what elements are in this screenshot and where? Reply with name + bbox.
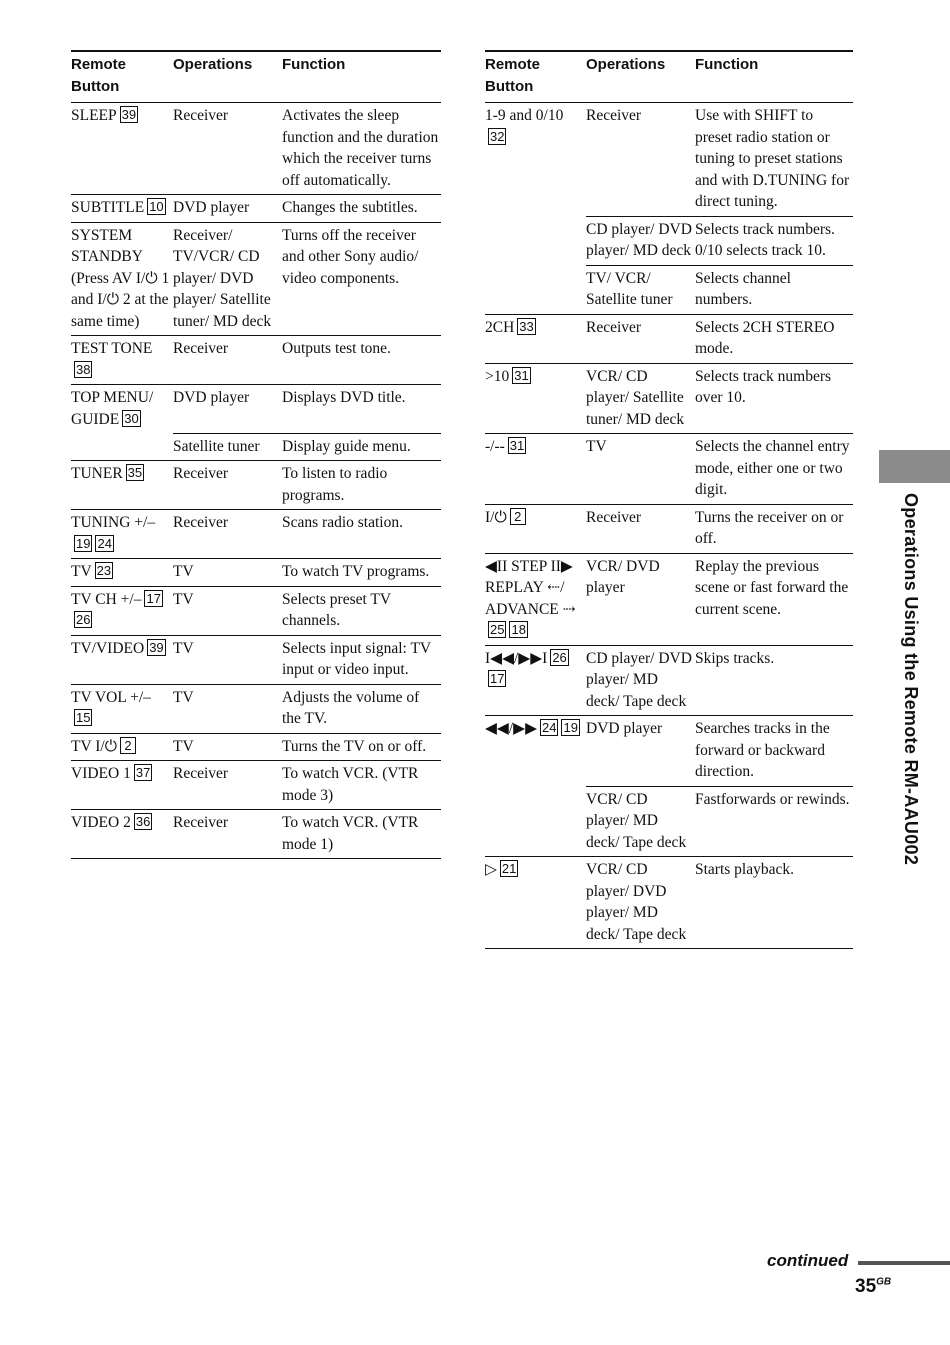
header-function: Function [695,51,853,103]
table-row [485,103,853,217]
remote-button-cell [71,336,173,385]
remote-button-cell [485,786,586,857]
remote-button-cell [71,510,173,559]
header-function: Function [282,51,441,103]
operations-cell: TV [173,586,282,635]
remote-button-cell [71,559,173,587]
table-row [71,103,441,195]
remote-button-label: TUNING +/– [71,514,156,531]
remote-button-cell [71,195,173,223]
function-cell: Skips tracks. [695,645,853,716]
button-reference-number: 18 [511,622,526,637]
right-table [485,50,853,949]
operations-cell: Receiver/ TV/VCR/ CD player/ DVD player/ Satellite tuner/ MD deck [173,222,282,336]
operations-cell: VCR/ DVD player [586,553,695,645]
header-row [71,51,441,103]
operations-cell: Receiver [173,810,282,859]
operations-cell: TV [173,559,282,587]
remote-button-label: -/-- [485,438,505,455]
button-reference-number: 23 [96,563,112,578]
remote-button-label: >10 [485,367,510,385]
operations-cell: CD player/ DVD player/ MD deck/ Tape deck [586,645,695,716]
table-row [71,336,441,385]
operations-cell: Receiver [173,461,282,510]
remote-button-label: ◀◀/▶▶ [485,720,537,737]
operations-cell: Receiver [173,336,282,385]
remote-button-cell [485,363,586,434]
button-reference-number: 24 [542,720,557,735]
remote-button-label: TV/VIDEO [71,639,145,657]
remote-button-label: I◀◀/▶▶I [485,649,548,667]
remote-button-cell [485,434,586,505]
function-cell: To watch VCR. (VTR mode 1) [282,810,441,859]
remote-button-cell [485,504,586,553]
button-reference-number: 24 [97,535,112,551]
table-row [485,504,853,553]
operations-cell: DVD player [586,716,695,787]
function-cell: Displays DVD title. [282,385,441,434]
section-tab-marker [879,450,950,483]
left-table [71,50,441,859]
remote-button-label: TV I/⏻ [71,737,117,755]
right-table-body [485,103,853,949]
remote-button-label: VIDEO 2 [71,814,131,831]
function-cell: Use with SHIFT to preset radio station or tuning to preset stations and with D.TUNING for direct tuning. [695,103,853,217]
left-table-body [71,103,441,859]
operations-cell: Receiver [173,510,282,559]
table-row [71,635,441,684]
table-row [71,761,441,810]
operations-cell: Satellite tuner [173,433,282,461]
operations-cell: DVD player [173,385,282,434]
remote-button-cell [485,857,586,949]
function-cell: Adjusts the volume of the TV. [282,684,441,733]
remote-button-cell [71,635,173,684]
function-cell: Turns the receiver on or off. [695,504,853,553]
operations-cell: Receiver [586,314,695,363]
function-cell: Selects track numbers. 0/10 selects track 10. [695,216,853,265]
function-cell: Activates the sleep function and the duration which the receiver turns off automatically. [282,103,441,195]
button-reference-number: 25 [490,622,505,637]
remote-button-label: TV CH +/– [71,590,142,608]
button-reference-number: 26 [76,612,91,627]
table-row [71,433,441,461]
operations-cell: Receiver [173,761,282,810]
button-reference-number: 17 [490,671,505,686]
table-row [485,645,853,716]
page-number [855,1276,891,1298]
remote-button-label: 1-9 and 0/10 [485,107,564,124]
table-row [485,553,853,645]
function-cell: Outputs test tone. [282,336,441,385]
remote-button-label: SLEEP [71,107,117,124]
header-operations: Operations [173,51,282,103]
header-remote-button: Remote Button [71,51,173,103]
function-cell: Replay the previous scene or fast forward the current scene. [695,553,853,645]
table-row [71,733,441,761]
table-row [71,195,441,223]
operations-cell: DVD player [173,195,282,223]
function-cell: Fastforwards or rewinds. [695,786,853,857]
function-cell: Turns the TV on or off. [282,733,441,761]
remote-button-cell [485,645,586,716]
button-reference-number: 26 [552,649,567,665]
button-reference-number: 31 [509,438,525,453]
page-number-value: 35 [855,1276,877,1297]
table-row [485,434,853,505]
button-reference-number: 36 [135,814,151,829]
function-cell: To watch TV programs. [282,559,441,587]
button-reference-number: 39 [121,107,137,122]
button-reference-number: 30 [124,410,139,426]
button-reference-number: 15 [76,710,91,725]
table-row [485,363,853,434]
button-reference-number: 33 [519,318,534,334]
remote-button-label: TOP MENU/ GUIDE [71,389,154,428]
remote-button-cell [71,810,173,859]
function-cell: Turns off the receiver and other Sony audio/ video components. [282,222,441,336]
table-row [71,510,441,559]
button-reference-number: 32 [490,128,505,144]
table-row [71,559,441,587]
function-cell: Selects channel numbers. [695,265,853,314]
button-reference-number: 2 [510,508,526,525]
remote-button-label: VIDEO 1 [71,765,131,782]
table-row [71,222,441,336]
function-cell: Selects the channel entry mode, either one or two digit. [695,434,853,505]
remote-button-label: TEST TONE [71,340,153,357]
remote-button-cell [71,461,173,510]
operations-cell: CD player/ DVD player/ MD deck [586,216,695,265]
button-reference-number: 21 [501,861,517,876]
operations-cell: Receiver [586,504,695,553]
table-row [485,216,853,265]
operations-cell: VCR/ CD player/ Satellite tuner/ MD deck [586,363,695,434]
operations-cell: VCR/ CD player/ DVD player/ MD deck/ Tape deck [586,857,695,949]
remote-button-cell [485,265,586,314]
remote-button-cell [485,314,586,363]
remote-button-label: TUNER [71,465,123,482]
button-reference-number: 31 [514,367,529,383]
function-cell: Selects track numbers over 10. [695,363,853,434]
remote-button-label: TV VOL +/– [71,688,151,706]
remote-button-cell [71,761,173,810]
operations-cell: Receiver [173,103,282,195]
function-cell: To watch VCR. (VTR mode 3) [282,761,441,810]
operations-cell: TV/ VCR/ Satellite tuner [586,265,695,314]
continued-bar [858,1261,950,1265]
remote-button-cell [71,433,173,461]
remote-button-label: I/⏻ [485,508,507,526]
continued-label: continued [767,1251,849,1270]
remote-button-label: ▷ [485,861,497,878]
remote-button-cell [485,716,586,787]
header-remote-button: Remote Button [485,51,586,103]
table-row [485,716,853,787]
button-reference-number: 35 [127,465,143,480]
button-reference-number: 10 [149,199,164,214]
remote-button-cell [71,586,173,635]
operations-cell: VCR/ CD player/ MD deck/ Tape deck [586,786,695,857]
function-cell: Scans radio station. [282,510,441,559]
remote-button-label: 2CH [485,318,515,336]
remote-button-label: SYSTEM STANDBY (Press AV I/⏻ 1 and I/⏻ 2 at the same time) [71,226,170,330]
remote-button-label: TV [71,563,92,580]
button-reference-number: 38 [76,361,91,377]
table-row [485,857,853,949]
function-cell: Changes the subtitles. [282,195,441,223]
button-reference-number: 19 [76,535,91,551]
header-row [485,51,853,103]
operations-cell: TV [586,434,695,505]
button-reference-number: 2 [120,737,136,754]
table-row [485,786,853,857]
remote-button-label: ◀II STEP II▶ REPLAY ⇠/ ADVANCE ⇢ [485,557,576,618]
remote-button-cell [71,684,173,733]
button-reference-number: 17 [146,590,161,606]
remote-button-cell [485,103,586,217]
function-cell: Selects preset TV channels. [282,586,441,635]
remote-button-cell [485,553,586,645]
remote-button-cell [71,733,173,761]
table-row [485,265,853,314]
table-row [71,810,441,859]
table-row [71,461,441,510]
section-side-title: Operations Using the Remote RM-AAU002 [901,493,921,866]
button-reference-number: 19 [563,720,578,735]
remote-button-label: SUBTITLE [71,199,145,216]
table-row [71,586,441,635]
function-cell: Display guide menu. [282,433,441,461]
remote-button-cell [71,222,173,336]
header-operations: Operations [586,51,695,103]
button-reference-number: 39 [149,639,164,655]
button-reference-number: 37 [135,765,151,780]
operations-cell: TV [173,733,282,761]
remote-button-cell [485,216,586,265]
page-number-suffix: GB [876,1276,892,1288]
remote-button-cell [71,103,173,195]
table-row [485,314,853,363]
function-cell: Selects input signal: TV input or video input. [282,635,441,684]
table-row [71,385,441,434]
remote-button-cell [71,385,173,434]
function-cell: Starts playback. [695,857,853,949]
function-cell: Searches tracks in the forward or backward direction. [695,716,853,787]
operations-cell: TV [173,635,282,684]
operations-cell: Receiver [586,103,695,217]
function-cell: Selects 2CH STEREO mode. [695,314,853,363]
function-cell: To listen to radio programs. [282,461,441,510]
table-row [71,684,441,733]
operations-cell: TV [173,684,282,733]
